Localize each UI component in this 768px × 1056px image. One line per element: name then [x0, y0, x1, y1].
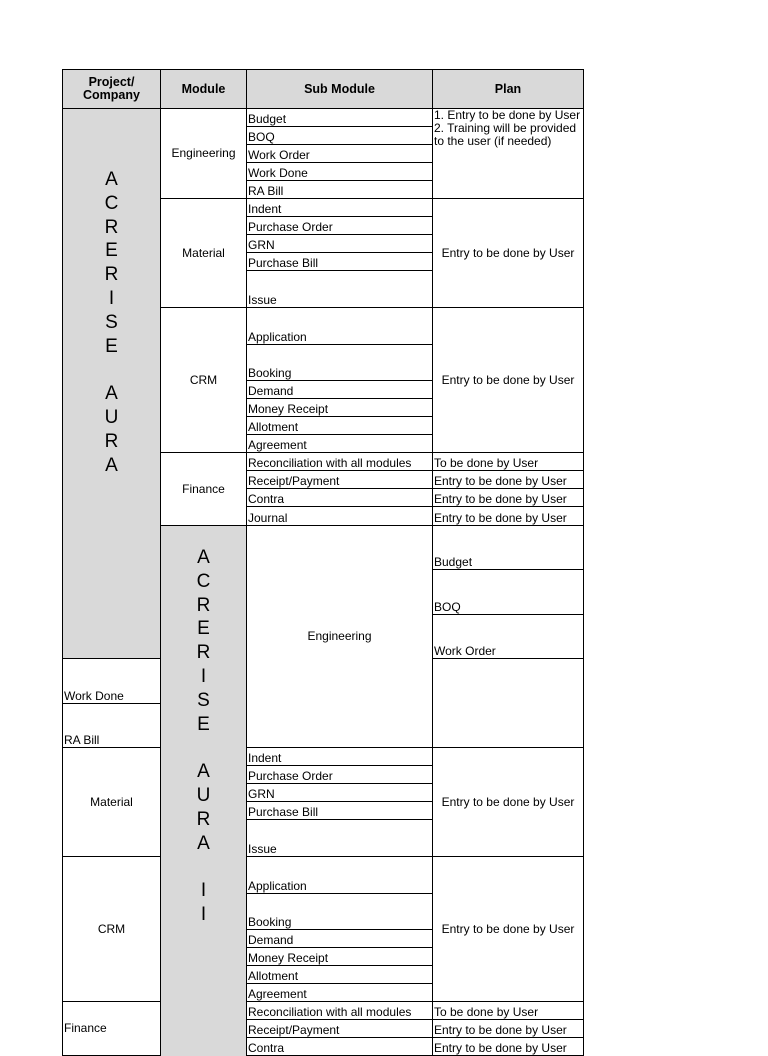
plan-cell: To be done by User: [433, 1002, 584, 1020]
plan-cell: Entry to be done by User: [433, 1020, 584, 1038]
sub-module: BOQ: [433, 570, 584, 614]
table-row: [63, 109, 584, 127]
sub-module: Work Order: [247, 145, 433, 163]
plan-material: Entry to be done by User: [433, 748, 584, 857]
sub-module: Money Receipt: [247, 399, 433, 417]
sub-module: Purchase Order: [247, 217, 433, 235]
sub-module: Work Done: [63, 659, 161, 703]
sub-module: Contra: [247, 489, 433, 507]
sub-module: Purchase Bill: [247, 802, 433, 820]
module-finance: Finance: [161, 453, 247, 526]
plan-text: 1. Entry to be done by User 2. Training will be provided to the user (if needed): [434, 108, 581, 148]
sub-module: Allotment: [247, 966, 433, 984]
sub-module: Indent: [247, 199, 433, 217]
sub-module: Reconciliation with all modules: [247, 1002, 433, 1020]
table-row: [63, 748, 584, 766]
table-row: [63, 1002, 584, 1020]
module-crm: CRM: [161, 308, 247, 453]
plan-crm: Entry to be done by User: [433, 857, 584, 1002]
header-project: Project/ Company: [63, 70, 161, 109]
plan-engineering: [433, 109, 584, 199]
sub-module: Work Done: [247, 163, 433, 181]
sub-module: Agreement: [247, 984, 433, 1002]
project-plan-table: [62, 69, 584, 1056]
sub-module: Issue: [247, 271, 433, 308]
header-sub-module: Sub Module: [247, 70, 433, 109]
sub-module: Purchase Order: [247, 766, 433, 784]
sub-module: RA Bill: [247, 181, 433, 199]
sub-module: Issue: [247, 820, 433, 857]
sub-module: Contra: [247, 1038, 433, 1056]
module-engineering: Engineering: [247, 526, 433, 748]
module-finance: Finance: [63, 1002, 161, 1056]
project-plan-sheet: [62, 69, 583, 1056]
plan-material: Entry to be done by User: [433, 199, 584, 308]
header-module: Module: [161, 70, 247, 109]
module-engineering: Engineering: [161, 109, 247, 199]
sub-module: Money Receipt: [247, 948, 433, 966]
sub-module: Demand: [247, 930, 433, 948]
sub-module: Demand: [247, 381, 433, 399]
sub-module: Indent: [247, 748, 433, 766]
sub-module: Agreement: [247, 435, 433, 453]
sub-module: GRN: [247, 235, 433, 253]
sub-module: GRN: [247, 784, 433, 802]
project-name-cell: [63, 109, 161, 659]
project-name: A C R E R I S E A U R A I I: [196, 547, 211, 925]
sub-module: Purchase Bill: [247, 253, 433, 271]
sub-module: RA Bill: [63, 703, 161, 747]
sub-module: BOQ: [247, 127, 433, 145]
sub-module: Receipt/Payment: [247, 1020, 433, 1038]
sub-module: Budget: [433, 526, 584, 570]
sub-module: Allotment: [247, 417, 433, 435]
sub-module: Application: [247, 308, 433, 345]
sub-module: Journal: [247, 507, 433, 526]
plan-cell: To be done by User: [433, 453, 584, 471]
sub-module: Work Order: [433, 614, 584, 658]
sub-module: Budget: [247, 109, 433, 127]
plan-cell: Entry to be done by User: [433, 489, 584, 507]
sub-module: Receipt/Payment: [247, 471, 433, 489]
table-row: [63, 857, 584, 894]
module-material: Material: [161, 199, 247, 308]
header-row: [63, 70, 584, 109]
module-crm: CRM: [63, 857, 161, 1002]
sub-module: Application: [247, 857, 433, 894]
plan-cell: Entry to be done by User: [433, 507, 584, 526]
plan-crm: Entry to be done by User: [433, 308, 584, 453]
project-name: A C R E R I S E A U R A: [104, 169, 119, 476]
plan-cell: Entry to be done by User: [433, 471, 584, 489]
module-material: Material: [63, 748, 161, 857]
plan-cell: Entry to be done by User: [433, 1038, 584, 1056]
sub-module: Reconciliation with all modules: [247, 453, 433, 471]
sub-module: Booking: [247, 894, 433, 930]
project-name-cell: [161, 526, 247, 1056]
header-plan: Plan: [433, 70, 584, 109]
sub-module: Booking: [247, 345, 433, 381]
